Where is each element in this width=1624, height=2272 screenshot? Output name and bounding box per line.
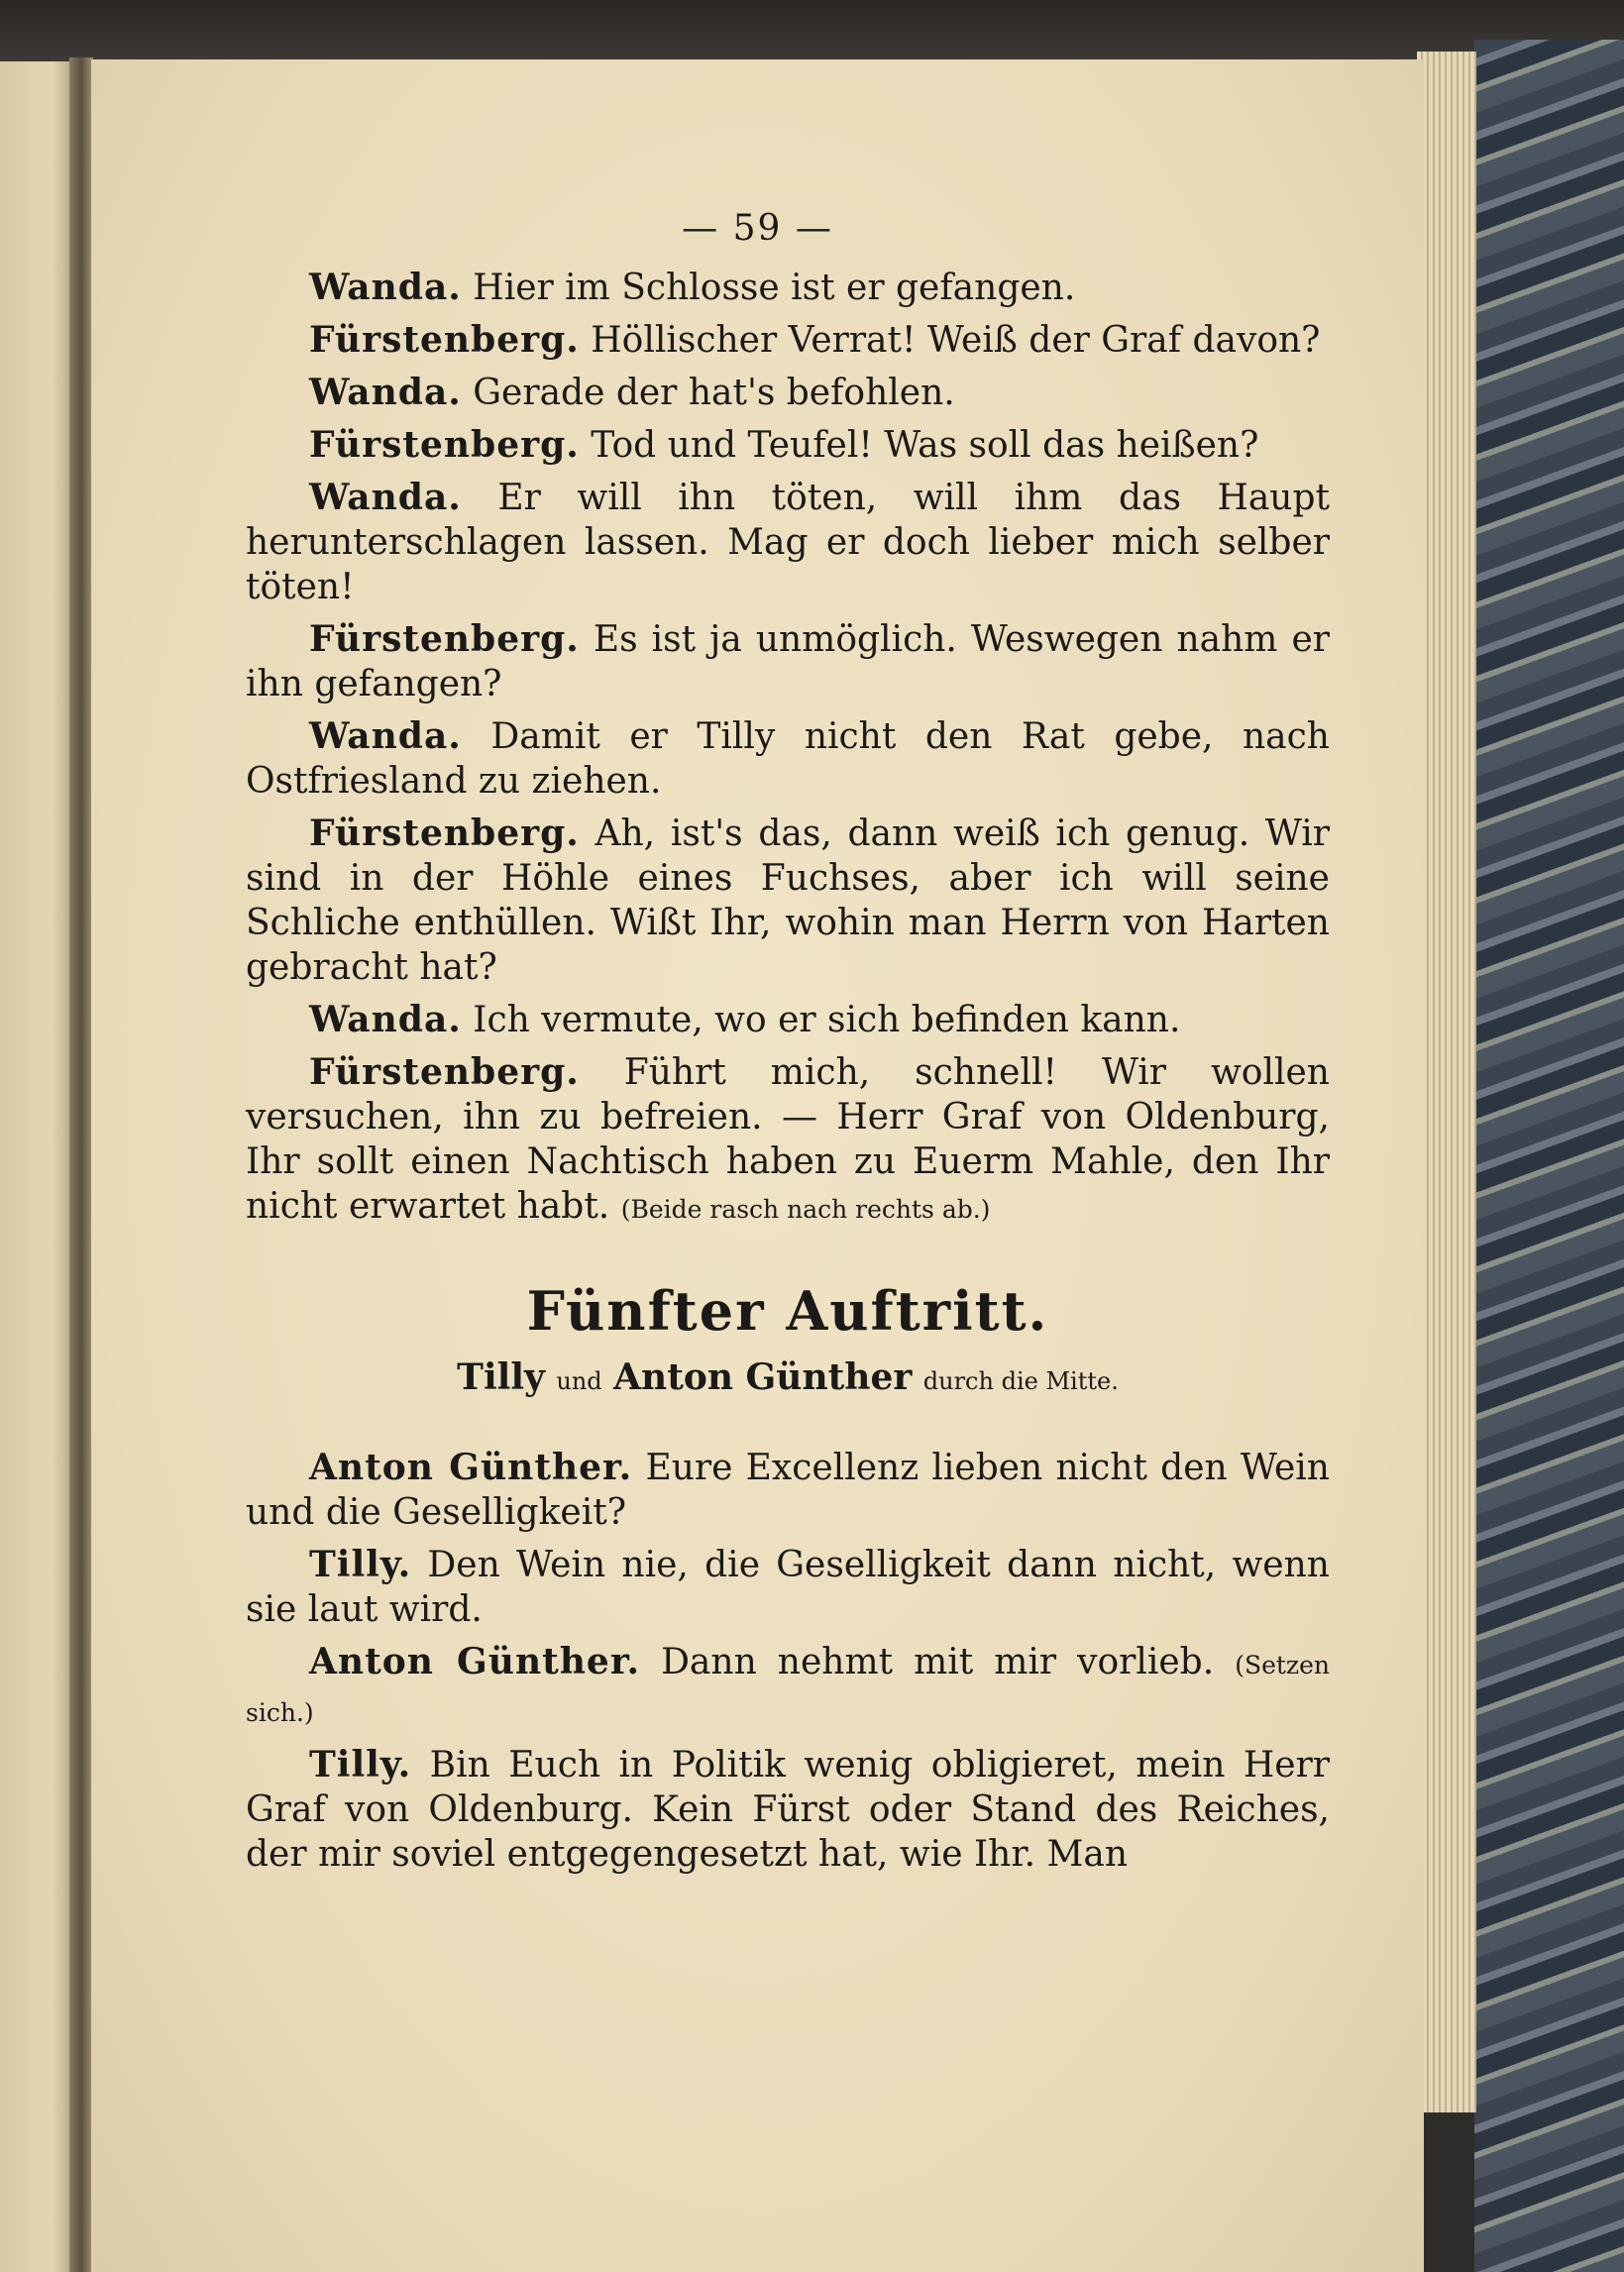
speaker-name: Anton Günther. — [309, 1447, 633, 1488]
stage-direction: durch die Mitte. — [922, 1367, 1119, 1395]
dialogue-line — [246, 714, 1330, 804]
speaker-name: Tilly. — [309, 1544, 412, 1585]
dialogue-line — [246, 998, 1330, 1042]
line-text: Tod und Teufel! Was soll das heißen? — [591, 425, 1259, 466]
book-top-edge — [0, 0, 1624, 63]
line-text: Ah, ist's das, dann weiß ich genug. Wir sind in der Höhle eines Fuchses, aber ich will seine Schliche enthüllen. Wißt Ihr, wohin man Herrn von Harten gebracht hat? — [246, 813, 1330, 988]
dialogue-line — [246, 617, 1330, 706]
scene-heading: Fünfter Auftritt. — [526, 1279, 1049, 1343]
line-text: Damit er Tilly nicht den Rat gebe, nach Ostfriesland zu ziehen. — [246, 716, 1330, 802]
dialogue-line — [246, 371, 1330, 415]
line-text: Er will ihn töten, will ihm das Haupt herunterschlagen lassen. Mag er doch lieber mich selber töten! — [246, 478, 1330, 607]
speaker-name: Anton Günther. — [309, 1641, 641, 1682]
speaker-name: Fürstenberg. — [309, 1051, 580, 1093]
dialogue-line — [246, 811, 1330, 990]
line-text: Bin Euch in Politik wenig obligieret, mein Herr Graf von Oldenburg. Kein Fürst oder Stand des Reiches, der mir soviel entgegengesetzt hat, wie Ihr. Man — [246, 1745, 1330, 1875]
dialogue-line — [246, 1743, 1330, 1877]
scene-characters — [246, 1355, 1330, 1404]
dialogue-line — [246, 1050, 1330, 1232]
speaker-name: Wanda. — [309, 999, 462, 1040]
line-text: Führt mich, schnell! Wir wollen versuchen, ihn zu befreien. — Herr Graf von Oldenburg, Ihr sollt einen Nachtisch haben zu Euerm Mahle, den Ihr nicht erwartet habt. — [246, 1052, 1330, 1227]
page-stack-edge — [1417, 52, 1476, 2112]
line-text: Höllischer Verrat! Weiß der Graf davon? — [591, 320, 1321, 361]
speaker-name: Wanda. — [309, 715, 462, 757]
line-text: Gerade der hat's befohlen. — [473, 373, 955, 413]
speaker-name: Fürstenberg. — [309, 618, 580, 660]
conjunction: und — [556, 1367, 602, 1395]
character-name: Tilly — [457, 1356, 545, 1398]
page-number: — 59 — — [682, 208, 833, 249]
marbled-cover-edge — [1474, 40, 1624, 2272]
dialogue-block-1 — [246, 266, 1330, 1885]
dialogue-line — [246, 1543, 1330, 1632]
dialogue-line — [246, 1446, 1330, 1535]
line-text: Es ist ja unmöglich. Weswegen nahm er ihn gefangen? — [246, 619, 1330, 704]
dialogue-line — [246, 423, 1330, 468]
speaker-name: Wanda. — [309, 477, 462, 518]
stage-direction: (Setzen sich.) — [246, 1651, 1330, 1727]
line-text: Ich vermute, wo er sich befinden kann. — [473, 1000, 1181, 1040]
speaker-name: Fürstenberg. — [309, 319, 580, 361]
line-text: Dann nehmt mit mir vorlieb. — [661, 1642, 1215, 1682]
dialogue-line — [246, 318, 1330, 363]
line-text: Eure Excellenz lieben nicht den Wein und die Geselligkeit? — [246, 1448, 1330, 1533]
character-name: Anton Günther — [613, 1356, 913, 1398]
speaker-name: Tilly. — [309, 1744, 412, 1785]
dialogue-line — [246, 1640, 1330, 1735]
speaker-name: Wanda. — [309, 372, 462, 413]
dialogue-line — [246, 476, 1330, 609]
speaker-name: Wanda. — [309, 267, 462, 308]
book-page — [91, 59, 1424, 2272]
left-page-edge — [0, 61, 73, 2272]
stage-direction: (Beide rasch nach rechts ab.) — [620, 1195, 991, 1224]
line-text: Hier im Schlosse ist er gefangen. — [473, 268, 1076, 308]
book-gutter — [69, 57, 93, 2272]
speaker-name: Fürstenberg. — [309, 812, 580, 854]
dialogue-line — [246, 266, 1330, 310]
line-text: Den Wein nie, die Geselligkeit dann nicht, wenn sie laut wird. — [246, 1545, 1330, 1630]
speaker-name: Fürstenberg. — [309, 424, 580, 466]
